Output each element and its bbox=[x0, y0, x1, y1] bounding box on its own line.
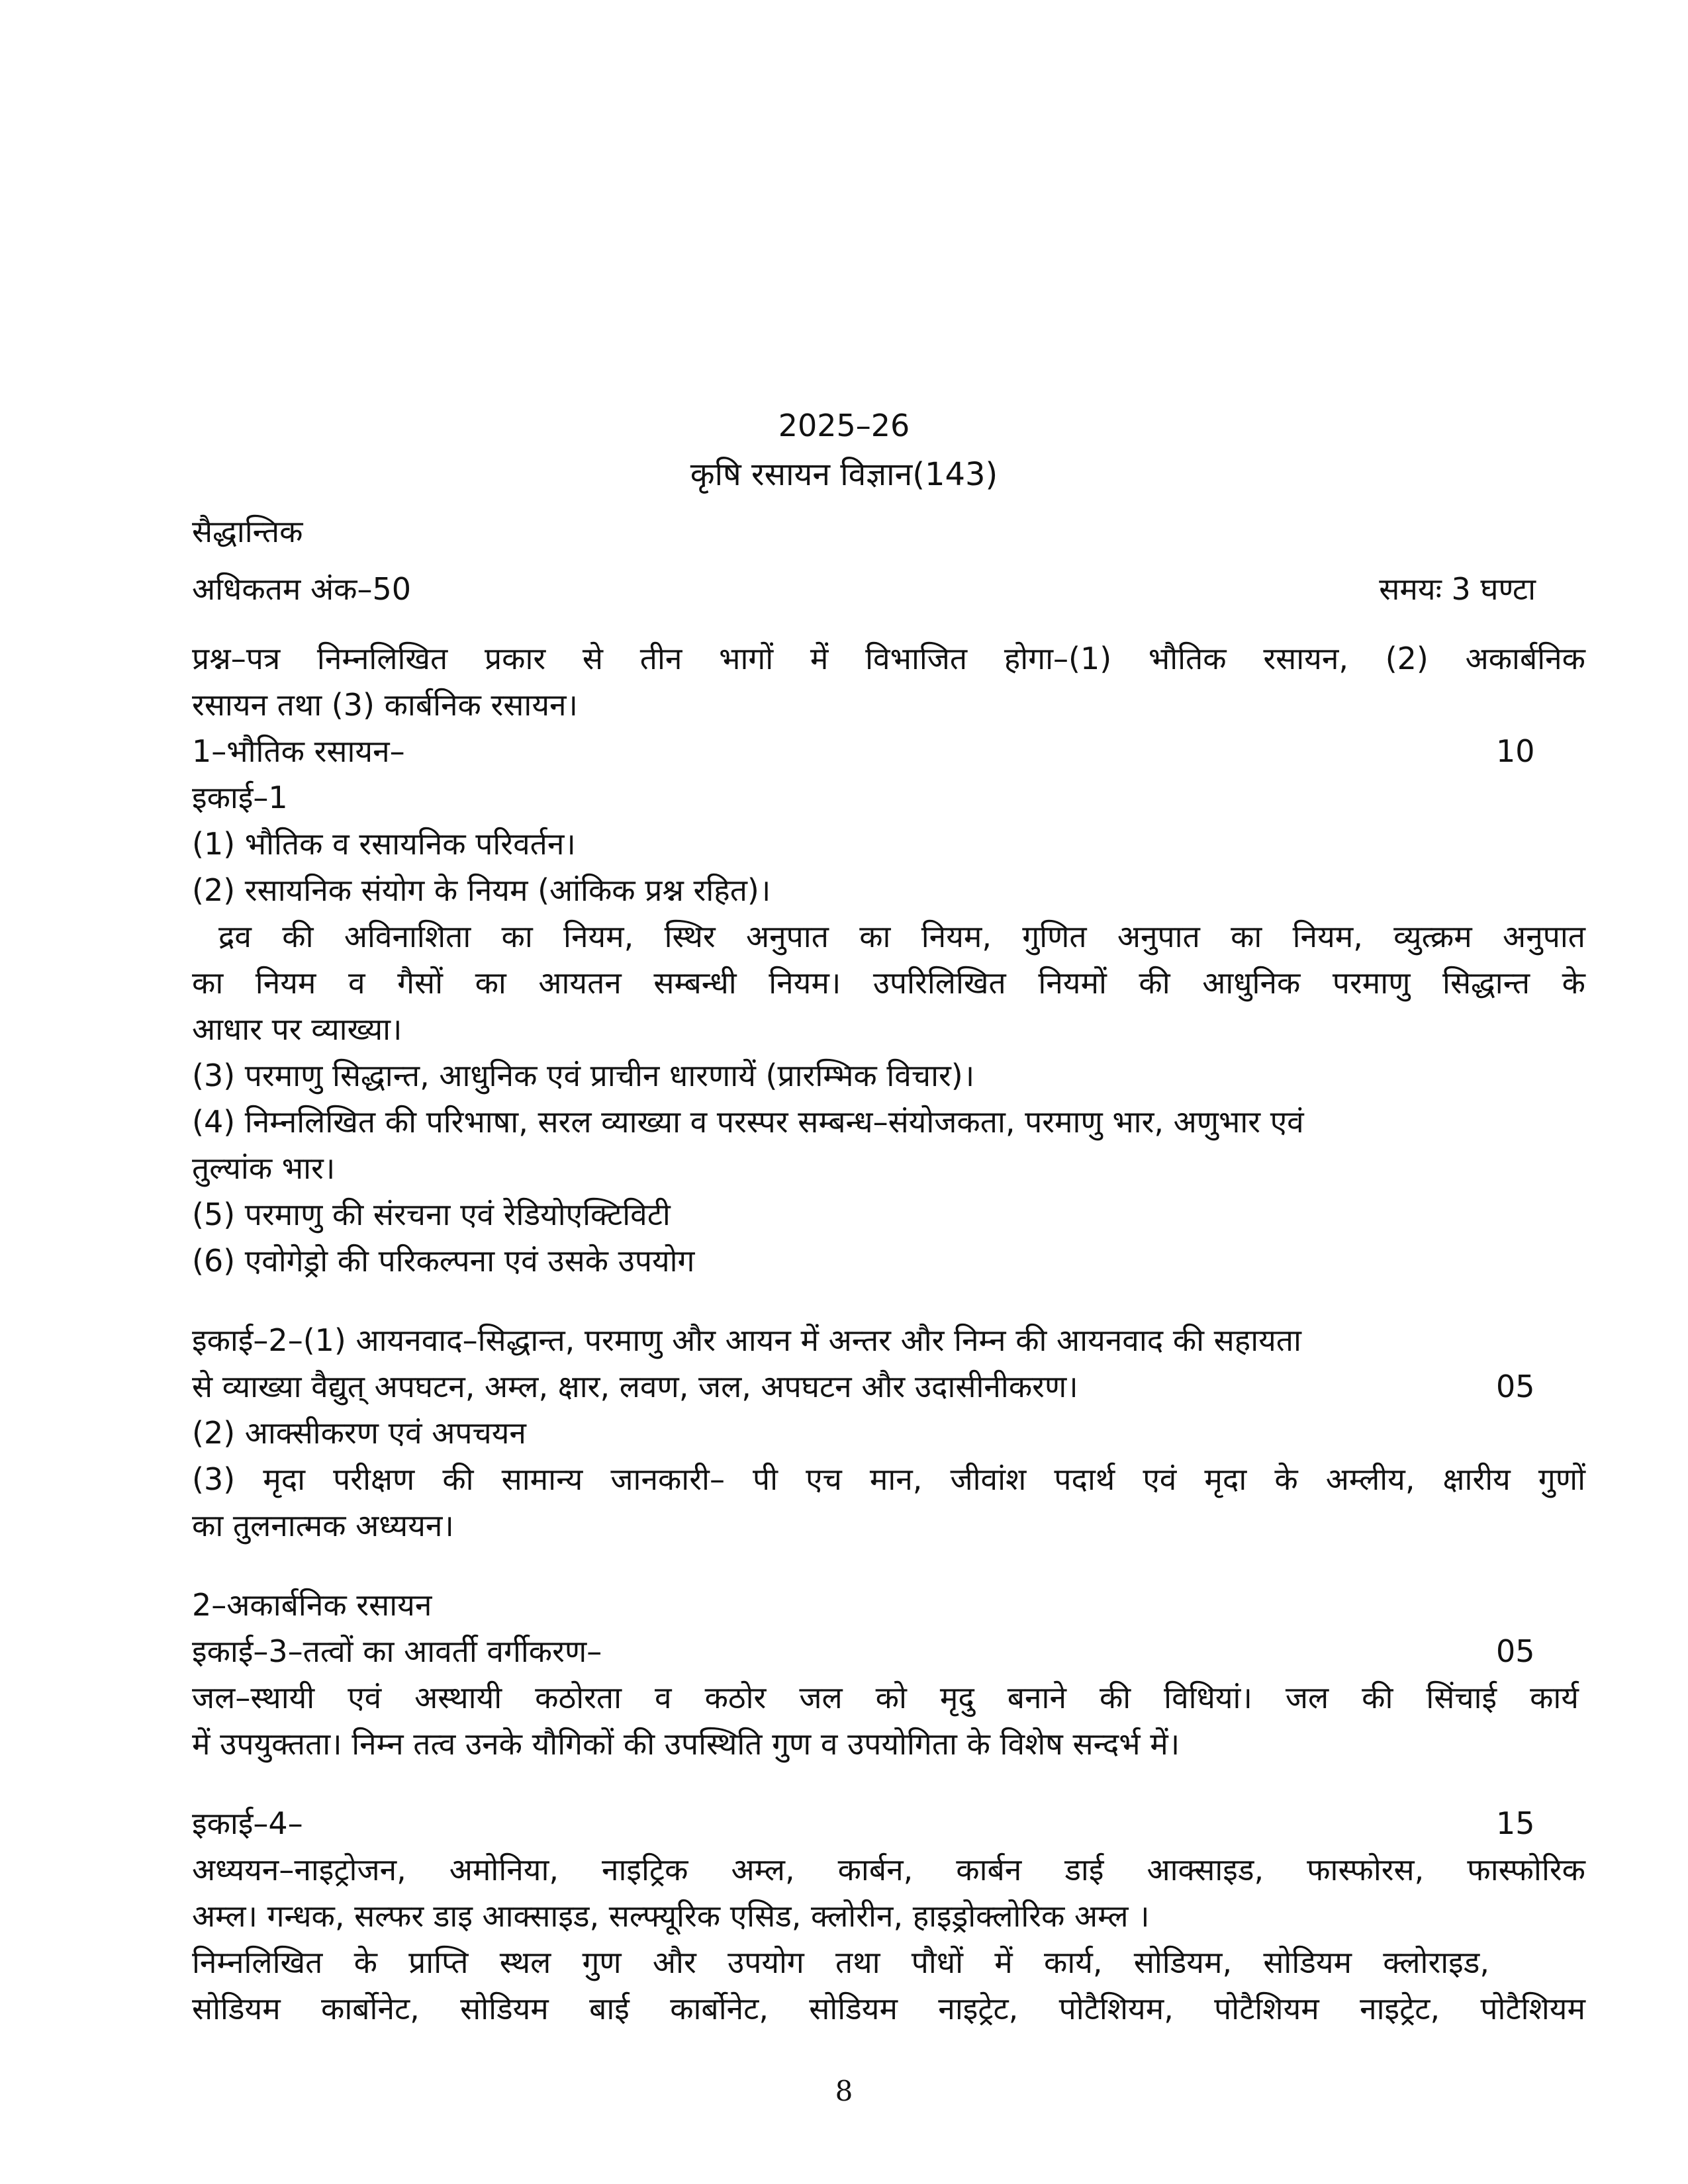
max-marks: अधिकतम अंक–50 bbox=[192, 571, 412, 607]
exam-time: समयः 3 घण्टा bbox=[1379, 571, 1536, 607]
unit4-line-3: निम्नलिखित के प्राप्ति स्थल गुण और उपयोग तथा पौधों में कार्य, सोडियम, सोडियम क्लोराइड, bbox=[192, 1944, 1489, 1980]
unit1-title: इकाई–1 bbox=[192, 780, 288, 815]
unit3-line-2: में उपयुक्तता। निम्न तत्व उनके यौगिकों की उपस्थिति गुण व उपयोगिता के विशेष सन्दर्भ में। bbox=[192, 1726, 1180, 1762]
unit3-marks: 05 bbox=[1496, 1633, 1535, 1669]
unit1-para-line-3: आधार पर व्याख्या। bbox=[192, 1011, 402, 1047]
unit2-marks: 05 bbox=[1496, 1369, 1535, 1404]
unit4-line-2: अम्ल। गन्धक, सल्फर डाइ आक्साइड, सल्फ्यूरिक एसिड, क्लोरीन, हाइड्रोक्लोरिक अम्ल । bbox=[192, 1898, 1150, 1934]
unit1-item-3: (3) परमाणु सिद्धान्त, आधुनिक एवं प्राचीन धारणायें (प्रारम्भिक विचार)। bbox=[192, 1058, 975, 1093]
intro-line-1: प्रश्न–पत्र निम्नलिखित प्रकार से तीन भागों में विभाजित होगा–(1) भौतिक रसायन, (2) अकार्बनिक bbox=[192, 641, 1585, 676]
subject-title: कृषि रसायन विज्ञान(143) bbox=[690, 456, 998, 493]
unit1-item-4-cont: तुल्यांक भार। bbox=[192, 1150, 336, 1186]
unit1-item-5: (5) परमाणु की संरचना एवं रेडियोएक्टिविटी bbox=[192, 1197, 671, 1232]
unit1-para-line-1: द्रव की अविनाशिता का नियम, स्थिर अनुपात का नियम, गुणित अनुपात का नियम, व्युत्क्रम अनुपात bbox=[218, 919, 1585, 954]
unit2-line-4: (3) मृदा परीक्षण की सामान्य जानकारी– पी एच मान, जीवांश पदार्थ एवं मृदा के अम्लीय, क्षारीय गुणों bbox=[192, 1461, 1585, 1497]
unit3-title: इकाई–3–तत्वों का आवर्ती वर्गीकरण– bbox=[192, 1633, 602, 1669]
unit3-line-1: जल–स्थायी एवं अस्थायी कठोरता व कठोर जल को मृदु बनाने की विधियां। जल की सिंचाई कार्य bbox=[192, 1680, 1579, 1715]
unit4-marks: 15 bbox=[1496, 1805, 1535, 1841]
year-heading: 2025–26 bbox=[778, 408, 910, 443]
unit2-line-1-text: –(1) आयनवाद–सिद्धान्त, परमाणु और आयन में अन्तर और निम्न की आयनवाद की सहायता bbox=[287, 1322, 1301, 1358]
unit2-line-5: का तुलनात्मक अध्ययन। bbox=[192, 1508, 454, 1543]
unit1-item-6: (6) एवोगेड्रो की परिकल्पना एवं उसके उपयोग bbox=[192, 1243, 695, 1279]
intro-line-2: रसायन तथा (3) कार्बनिक रसायन। bbox=[192, 687, 578, 723]
unit1-para-line-2: का नियम व गैसों का आयतन सम्बन्धी नियम। उपरिलिखित नियमों की आधुनिक परमाणु सिद्धान्त के bbox=[192, 965, 1585, 1001]
page-number: 8 bbox=[835, 2075, 853, 2107]
unit2-label: इकाई–2 bbox=[192, 1322, 288, 1358]
part1-title: 1–भौतिक रसायन– bbox=[192, 733, 405, 769]
unit1-item-2: (2) रसायनिक संयोग के नियम (आंकिक प्रश्न रहित)। bbox=[192, 872, 771, 908]
unit2-line-3: (2) आक्सीकरण एवं अपचयन bbox=[192, 1415, 526, 1451]
unit4-line-4: सोडियम कार्बोनेट, सोडियम बाई कार्बोनेट, सोडियम नाइट्रेट, पोटैशियम, पोटैशियम नाइट्रेट, पोटैशियम bbox=[192, 1991, 1585, 2026]
part2-title: 2–अकार्बनिक रसायन bbox=[192, 1587, 432, 1623]
unit1-item-1: (1) भौतिक व रसायनिक परिवर्तन। bbox=[192, 826, 576, 862]
unit4-title: इकाई–4– bbox=[192, 1805, 303, 1841]
unit1-item-4: (4) निम्नलिखित की परिभाषा, सरल व्याख्या व परस्पर सम्बन्ध–संयोजकता, परमाणु भार, अणुभार एवं bbox=[192, 1104, 1304, 1140]
unit2-line-2: से व्याख्या वैद्युत् अपघटन, अम्ल, क्षार, लवण, जल, अपघटन और उदासीनीकरण। bbox=[192, 1369, 1078, 1404]
unit4-line-1: अध्ययन–नाइट्रोजन, अमोनिया, नाइट्रिक अम्ल, कार्बन, कार्बन डाई आक्साइड, फास्फोरस, फास्फोरिक bbox=[192, 1852, 1585, 1888]
unit2-line-1 bbox=[192, 1317, 1585, 1363]
section-label: सैद्धान्तिक bbox=[192, 514, 303, 549]
part1-marks: 10 bbox=[1496, 733, 1535, 769]
